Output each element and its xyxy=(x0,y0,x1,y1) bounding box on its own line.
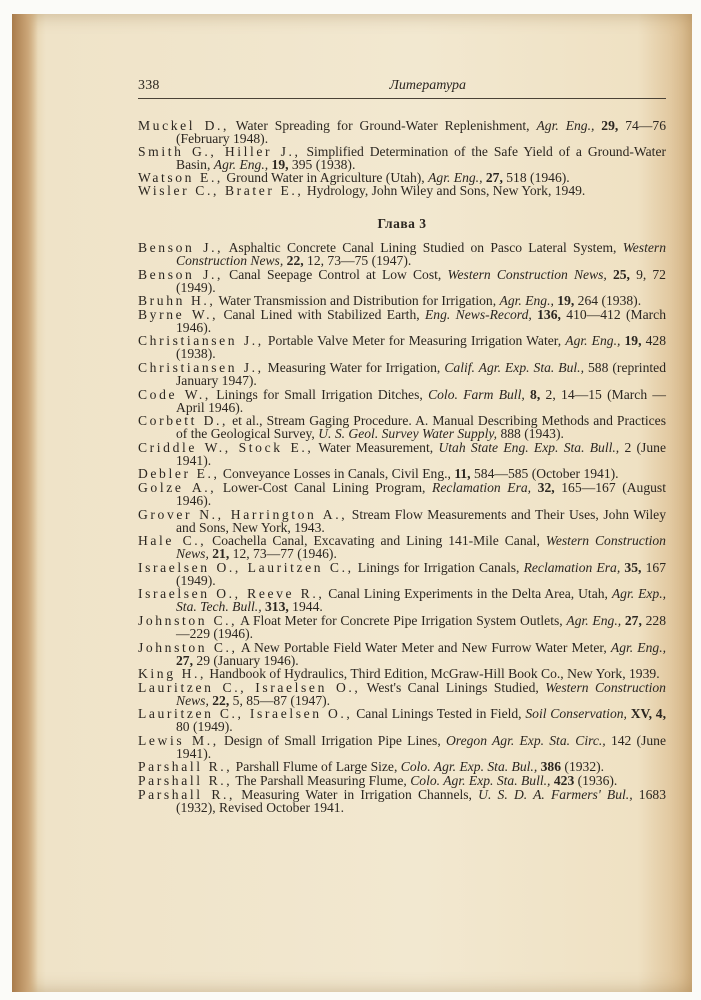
reference-title: West's Canal Linings Studied, xyxy=(360,679,546,695)
reference-author: Grover N., Harrington A., xyxy=(138,506,348,522)
reference-details: 2 (June 1941). xyxy=(176,439,666,468)
reference-volume: 8, xyxy=(524,386,541,402)
reference-source: Agr. Eng., xyxy=(499,293,554,309)
reference-entry xyxy=(138,614,666,640)
reference-source: Agr. Eng., xyxy=(565,333,621,349)
reference-entry xyxy=(138,681,666,707)
reference-entry xyxy=(138,145,666,171)
reference-entry xyxy=(138,788,666,814)
reference-details: 584—585 (October 1941). xyxy=(470,466,619,482)
reference-details: 264 (1938). xyxy=(574,293,642,309)
reference-author: Benson J., xyxy=(138,266,223,282)
reference-details: 395 (1938). xyxy=(288,157,356,172)
reference-source: Oregon Agr. Exp. Sta. Circ., xyxy=(445,732,606,748)
reference-entry xyxy=(138,334,666,360)
reference-entry xyxy=(138,268,666,294)
reference-source: Eng. News-Record, xyxy=(425,306,532,322)
reference-details: (1936). xyxy=(574,773,618,789)
page-header xyxy=(138,74,666,94)
reference-volume: 27, xyxy=(176,652,193,668)
reference-title: Canal Lining Experiments in the Delta Area, Utah, xyxy=(324,586,612,602)
reference-title: Parshall Flume of Large Size, xyxy=(232,759,401,775)
reference-source: Western Construction News, xyxy=(176,240,666,268)
reference-author: Hale C., xyxy=(138,533,207,549)
reference-source: U. S. D. A. Farmers' Bul., xyxy=(478,786,633,802)
reference-entry xyxy=(138,294,666,307)
book-page xyxy=(12,14,692,992)
reference-title: Water Measurement, xyxy=(313,439,439,455)
reference-entry xyxy=(138,508,666,534)
reference-title: Design of Small Irrigation Pipe Lines, xyxy=(218,732,446,748)
reference-entry xyxy=(138,361,666,387)
reference-author: Code W., xyxy=(138,386,211,402)
reference-entry xyxy=(138,734,666,760)
reference-source: Agr. Eng., xyxy=(213,157,269,172)
reference-entry xyxy=(138,760,666,773)
reference-source: Western Construction News, xyxy=(176,679,666,708)
reference-volume: XV, 4, xyxy=(626,706,667,722)
reference-author: Parshall R., xyxy=(138,786,236,802)
reference-author: Criddle W., Stock E., xyxy=(138,439,314,455)
header-rule xyxy=(138,98,666,99)
reference-volume: 32, xyxy=(531,479,555,495)
reference-entry xyxy=(138,707,666,733)
reference-author: Johnston C., xyxy=(138,639,238,655)
reference-entry xyxy=(138,119,666,145)
reference-author: Christiansen J., xyxy=(138,359,264,375)
reference-title: Portable Valve Meter for Measuring Irrigation Water, xyxy=(263,333,566,349)
reference-author: Christiansen J., xyxy=(138,333,264,349)
reference-volume: 21, xyxy=(208,546,230,562)
reference-volume: 19, xyxy=(268,157,289,172)
reference-author: King H., xyxy=(138,666,206,682)
reference-title: Asphaltic Concrete Canal Lining Studied on Pasco Lateral System, xyxy=(223,240,623,255)
reference-entry xyxy=(138,587,666,613)
reference-author: Parshall R., xyxy=(138,759,233,775)
reference-source: Western Construction News, xyxy=(176,533,666,562)
reference-title: A Float Meter for Concrete Pipe Irrigation System Outlets, xyxy=(237,612,567,628)
reference-author: Israelsen O., Lauritzen C., xyxy=(138,559,354,575)
chapter-heading: Глава 3 xyxy=(377,216,427,231)
reference-title: Coachella Canal, Excavating and Lining 141-Mile Canal, xyxy=(206,533,546,549)
reference-source: Colo. Agr. Exp. Sta. Bull., xyxy=(410,773,551,789)
reference-details: 167 (1949). xyxy=(176,559,666,588)
reference-details: 1683 (1932), Revised October 1941. xyxy=(176,786,666,815)
reference-source: Reclamation Era, xyxy=(523,559,621,575)
reference-title: Water Spreading for Ground-Water Replenishment, xyxy=(229,118,537,133)
reference-author: Debler E., xyxy=(138,466,220,482)
reference-author: Parshall R., xyxy=(138,773,233,789)
reference-entry xyxy=(138,641,666,667)
reference-details: (1932). xyxy=(561,759,605,775)
reference-title: Measuring Water for Irrigation, xyxy=(263,359,445,375)
reference-volume: 27, xyxy=(482,170,503,185)
reference-title: The Parshall Measuring Flume, xyxy=(232,773,411,789)
reference-details: 428 (1938). xyxy=(176,333,667,362)
reference-details: 12, 73—75 (1947). xyxy=(303,253,412,268)
reference-details: 588 (reprinted January 1947). xyxy=(176,359,666,388)
reference-author: Golze A., xyxy=(138,479,217,495)
reference-title: Lower-Cost Canal Lining Program, xyxy=(216,479,433,495)
reference-entry xyxy=(138,308,666,334)
reference-author: Benson J., xyxy=(138,240,224,255)
reference-author: Bruhn H., xyxy=(138,293,216,309)
reference-entry xyxy=(138,414,666,440)
reference-volume: 22, xyxy=(208,692,230,708)
reference-title: Stream Flow Measurements and Their Uses, John Wiley and Sons, New York, 1943. xyxy=(176,506,666,535)
reference-details: 165—167 (August 1946). xyxy=(176,479,666,508)
reference-volume: 25, xyxy=(606,266,630,282)
reference-entry xyxy=(138,481,666,507)
reference-details: 888 (1943). xyxy=(497,426,564,442)
reference-source: Colo. Farm Bull, xyxy=(428,386,525,402)
reference-details: 9, 72 (1949). xyxy=(176,266,666,295)
reference-volume: 423 xyxy=(550,773,575,789)
reference-entry xyxy=(138,467,666,480)
reference-author: Corbett D., xyxy=(138,413,229,429)
reference-title: Measuring Water in Irrigation Channels, xyxy=(235,786,479,802)
reference-title: Canal Linings Tested in Field, xyxy=(352,706,526,722)
reference-author: Watson E., xyxy=(138,170,223,185)
reference-author: Israelsen O., Reeve R., xyxy=(138,586,325,602)
reference-title: Canal Lined with Stabilized Earth, xyxy=(218,306,425,322)
reference-author: Lewis M., xyxy=(138,732,219,748)
reference-entry xyxy=(138,441,666,467)
reference-details: 12, 73—77 (1946). xyxy=(229,546,337,562)
reference-title: Linings for Small Irrigation Ditches, xyxy=(210,386,429,402)
reference-volume: 313, xyxy=(261,599,289,615)
reference-author: Wisler C., Brater E., xyxy=(138,183,304,198)
reference-details: 80 (1949). xyxy=(176,719,233,735)
reference-source: Agr. Eng., xyxy=(610,639,666,655)
reference-volume: 35, xyxy=(620,559,642,575)
reference-details: 2, 14—15 (March — April 1946). xyxy=(176,386,666,415)
reference-details: 518 (1946). xyxy=(502,170,570,185)
reference-source: U. S. Geol. Survey Water Supply, xyxy=(318,426,498,442)
reference-title: Canal Seepage Control at Low Cost, xyxy=(223,266,448,282)
reference-details: 142 (June 1941). xyxy=(176,732,667,761)
reference-title: Hydrology, John Wiley and Sons, New York, 1949. xyxy=(303,183,586,198)
reference-title: A New Portable Field Water Meter and New Furrow Water Meter, xyxy=(237,639,611,655)
reference-source: Agr. Exp., Sta. Tech. Bull., xyxy=(176,586,666,615)
reference-title: Water Transmission and Distribution for Irrigation, xyxy=(215,293,500,309)
reference-entry xyxy=(138,184,666,197)
page-spine-shadow xyxy=(12,14,38,992)
reference-entry xyxy=(138,534,666,560)
reference-source: Reclamation Era, xyxy=(432,479,532,495)
reference-source: Agr. Eng., xyxy=(536,118,595,133)
reference-volume: 19, xyxy=(620,333,642,349)
reference-volume: 136, xyxy=(531,306,561,322)
reference-title: Ground Water in Agriculture (Utah), xyxy=(222,170,429,185)
reference-source: Western Construction News, xyxy=(447,266,607,282)
reference-details: 228—229 (1946). xyxy=(176,612,666,641)
reference-author: Johnston C., xyxy=(138,612,238,628)
reference-title: Handbook of Hydraulics, Third Edition, McGraw-Hill Book Co., New York, 1939. xyxy=(206,666,660,682)
reference-author: Lauritzen C., Israelsen O., xyxy=(138,679,361,695)
reference-source: Agr. Eng., xyxy=(566,612,622,628)
reference-title: Linings for Irrigation Canals, xyxy=(353,559,524,575)
reference-details: 29 (January 1946). xyxy=(193,652,299,668)
reference-volume: 11, xyxy=(450,466,471,482)
reference-entry xyxy=(138,667,666,680)
reference-volume: 19, xyxy=(553,293,575,309)
reference-source: Colo. Agr. Exp. Sta. Bul., xyxy=(400,759,538,775)
reference-volume: 27, xyxy=(621,612,642,628)
reference-title: et al., Stream Gaging Procedure. A. Manual Describing Methods and Practices of the Geological Survey, xyxy=(176,413,666,442)
reference-author: Muckel D., xyxy=(138,118,230,133)
reference-author: Byrne W., xyxy=(138,306,219,322)
running-head: Литература xyxy=(389,78,466,93)
reference-entry xyxy=(138,241,666,267)
reference-entry xyxy=(138,388,666,414)
reference-list-1 xyxy=(138,119,666,197)
reference-source: Calif. Agr. Exp. Sta. Bul., xyxy=(444,359,584,375)
reference-author: Smith G., Hiller J., xyxy=(138,144,301,159)
reference-title: Simplified Determination of the Safe Yield of a Ground-Water Basin, xyxy=(176,144,667,172)
reference-details: 1944. xyxy=(288,599,323,615)
reference-source: Agr. Eng., xyxy=(428,170,483,185)
reference-entry xyxy=(138,774,666,787)
reference-volume: 29, xyxy=(594,118,619,133)
reference-title: Conveyance Losses in Canals, Civil Eng., xyxy=(219,466,451,482)
page-content xyxy=(138,74,666,814)
page-number: 338 xyxy=(138,78,160,93)
reference-entry xyxy=(138,561,666,587)
reference-details: 74—76 (February 1948). xyxy=(176,118,666,146)
reference-author: Lauritzen C., Israelsen O., xyxy=(138,706,353,722)
reference-volume: 386 xyxy=(537,759,562,775)
reference-list-2 xyxy=(138,241,666,814)
reference-volume: 22, xyxy=(283,253,304,268)
reference-details: 5, 85—87 (1947). xyxy=(229,692,331,708)
reference-source: Soil Conservation, xyxy=(525,706,627,722)
reference-details: 410—412 (March 1946). xyxy=(176,306,667,335)
reference-source: Utah State Eng. Exp. Sta. Bull., xyxy=(438,439,620,455)
